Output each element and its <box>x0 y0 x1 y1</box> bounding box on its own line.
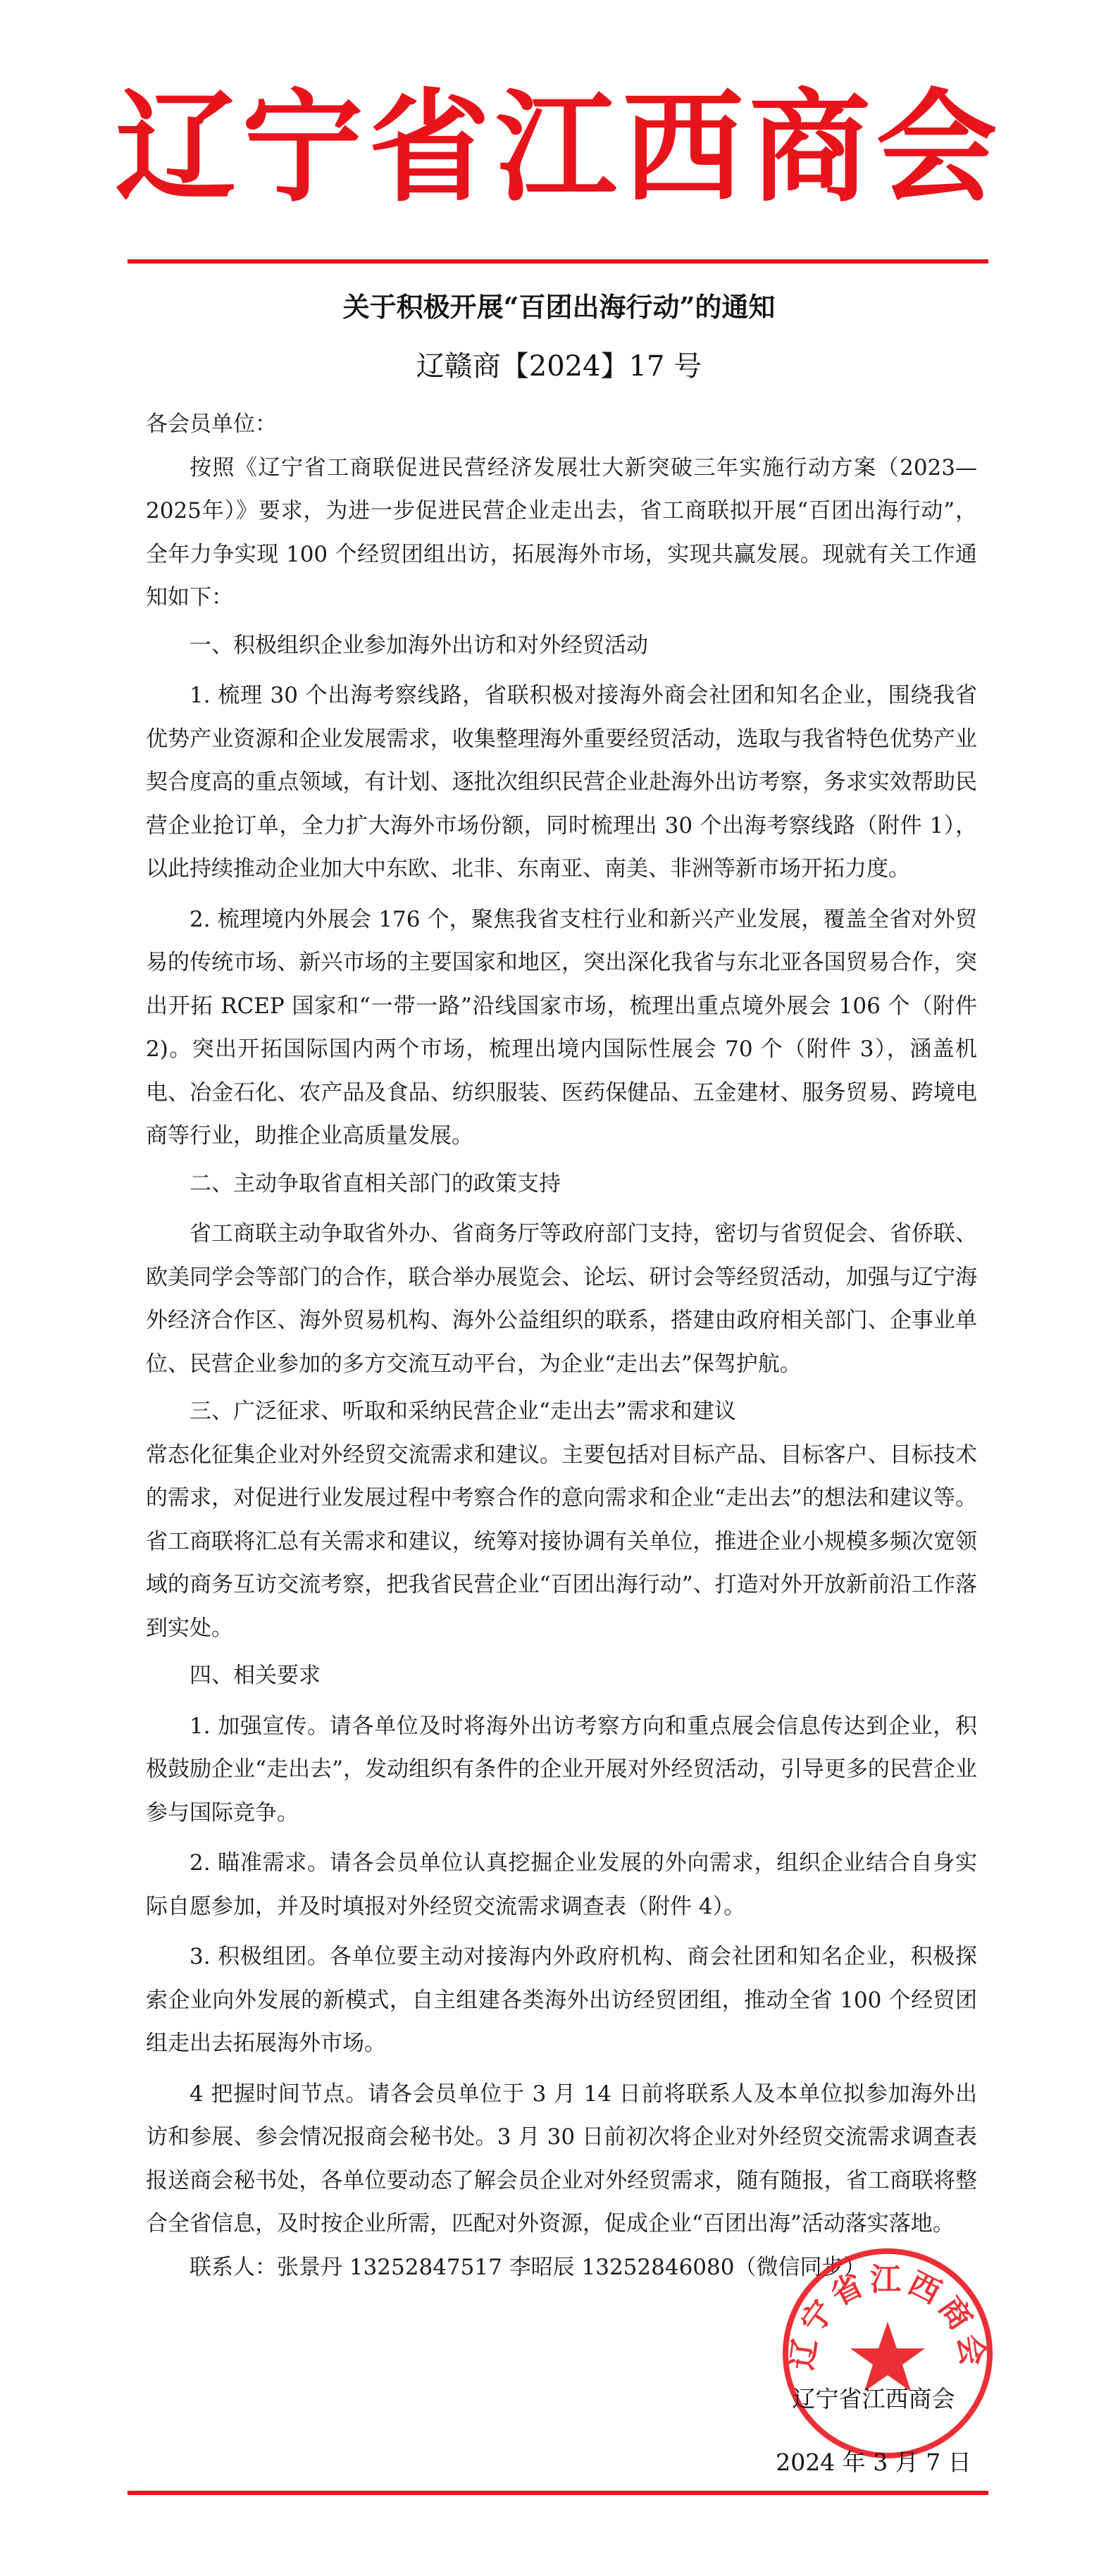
signature-block <box>761 2367 986 2494</box>
document-number: 辽赣商【2024】17 号 <box>416 350 702 383</box>
section-1-paragraph-2: 2. 梳理境内外展会 176 个，聚焦我省支柱行业和新兴产业发展，覆盖全省对外贸易的传统市场、新兴市场的主要国家和地区，突出深化我省与东北亚各国贸易合作，突出开拓 RCEP 国家和“一带一路”沿线国家市场，梳理出重点境外展会 106 个（附件 2)。突出开拓国际国内两个市场，梳理出境内国际性展会 70 个（附件 3），涵盖机电、冶金石化、农产品及食品、纺织服装、医药保健品、五金建材、服务贸易、跨境电商等行业，助推企业高质量发展。 <box>146 906 977 1148</box>
contact-line: 联系人：张景丹 13252847517 李昭辰 13252846080（微信同步） <box>190 2254 866 2280</box>
section-heading-3: 三、广泛征求、听取和采纳民营企业“走出去”需求和建议 <box>190 1399 736 1424</box>
section-heading-1: 一、积极组织企业参加海外出访和对外经贸活动 <box>190 632 648 658</box>
section-4-paragraph-3: 3. 积极组团。各单位要主动对接海内外政府机构、商会社团和知名企业，积极探索企业向外发展的新模式，自主组建各类海外出访经贸团组，推动全省 100 个经贸团组走出去拓展海外市场。 <box>146 1944 977 2056</box>
section-heading-4: 四、相关要求 <box>190 1663 321 1688</box>
section-3-paragraph-1: 常态化征集企业对外经贸交流需求和建议。主要包括对目标产品、目标客户、目标技术的需求，对促进行业发展过程中考察合作的意向需求和企业“走出去”的想法和建议等。省工商联将汇总有关需求和建议，统筹对接协调有关单位，推进企业小规模多频次宽领域的商务互访交流考察，把我省民营企业“百团出海行动”、打造对外开放新前沿工作落到实处。 <box>146 1442 977 1641</box>
seal-text: 辽宁省江西商会 <box>783 2262 992 2372</box>
salutation: 各会员单位： <box>146 411 277 437</box>
section-1-paragraph-1: 1. 梳理 30 个出海考察线路，省联积极对接海外商会社团和知名企业，围绕我省优势产业资源和企业发展需求，收集整理海外重要经贸活动，选取与我省特色优势产业契合度高的重点领域，有计划、逐批次组织民营企业赴海外出访考察，务求实效帮助民营企业抢订单，全力扩大海外市场份额，同时梳理出 30 个出海考察线路（附件 1），以此持续推动企业加大中东欧、北非、东南亚、南美、非洲等新市场开拓力度。 <box>146 683 977 881</box>
notice-body <box>146 403 977 2289</box>
notice-title: 关于积极开展“百团出海行动”的通知 <box>342 291 776 323</box>
section-heading-2: 二、主动争取省直相关部门的政策支持 <box>190 1170 561 1196</box>
masthead-title: 辽宁省江西商会 <box>115 77 1003 218</box>
section-4-paragraph-4: 4 把握时间节点。请各会员单位于 3 月 14 日前将联系人及本单位拟参加海外出访和参展、参会情况报商会秘书处。3 月 30 日前初次将企业对外经贸交流需求调查表报送商会秘书处，各单位要动态了解会员企业对外经贸需求，随有随报，省工商联将整合全省信息，及时按企业所需，匹配对外资源，促成企业“百团出海”活动落实落地。 <box>146 2081 977 2236</box>
section-2-paragraph-1: 省工商联主动争取省外办、省商务厅等政府部门支持，密切与省贸促会、省侨联、欧美同学会等部门的合作，联合举办展览会、论坛、研讨会等经贸活动，加强与辽宁海外经济合作区、海外贸易机构、海外公益组织的联系，搭建由政府相关部门、企事业单位、民营企业参加的多方交流互动平台，为企业“走出去”保驾护航。 <box>146 1221 977 1377</box>
intro-paragraph: 按照《辽宁省工商联促进民营经济发展壮大新突破三年实施行动方案（2023—2025年）》要求，为进一步促进民营企业走出去，省工商联拟开展“百团出海行动”，全年力争实现 100 个经贸团组出访，拓展海外市场，实现共赢发展。现就有关工作通知如下： <box>146 454 977 610</box>
section-4-paragraph-2: 2. 瞄准需求。请各会员单位认真挖掘企业发展的外向需求，组织企业结合自身实际自愿参加，并及时填报对外经贸交流需求调查表（附件 4）。 <box>146 1850 977 1919</box>
footer-divider <box>128 2491 988 2495</box>
signature-org: 辽宁省江西商会 <box>792 2385 955 2413</box>
section-4-paragraph-1: 1. 加强宣传。请各单位及时将海外出访考察方向和重点展会信息传达到企业，积极鼓励企业“走出去”，发动组织有条件的企业开展对外经贸活动，引导更多的民营企业参与国际竞争。 <box>146 1713 977 1826</box>
masthead-divider <box>128 259 988 264</box>
signature-date: 2024 年 3 月 7 日 <box>776 2448 971 2476</box>
